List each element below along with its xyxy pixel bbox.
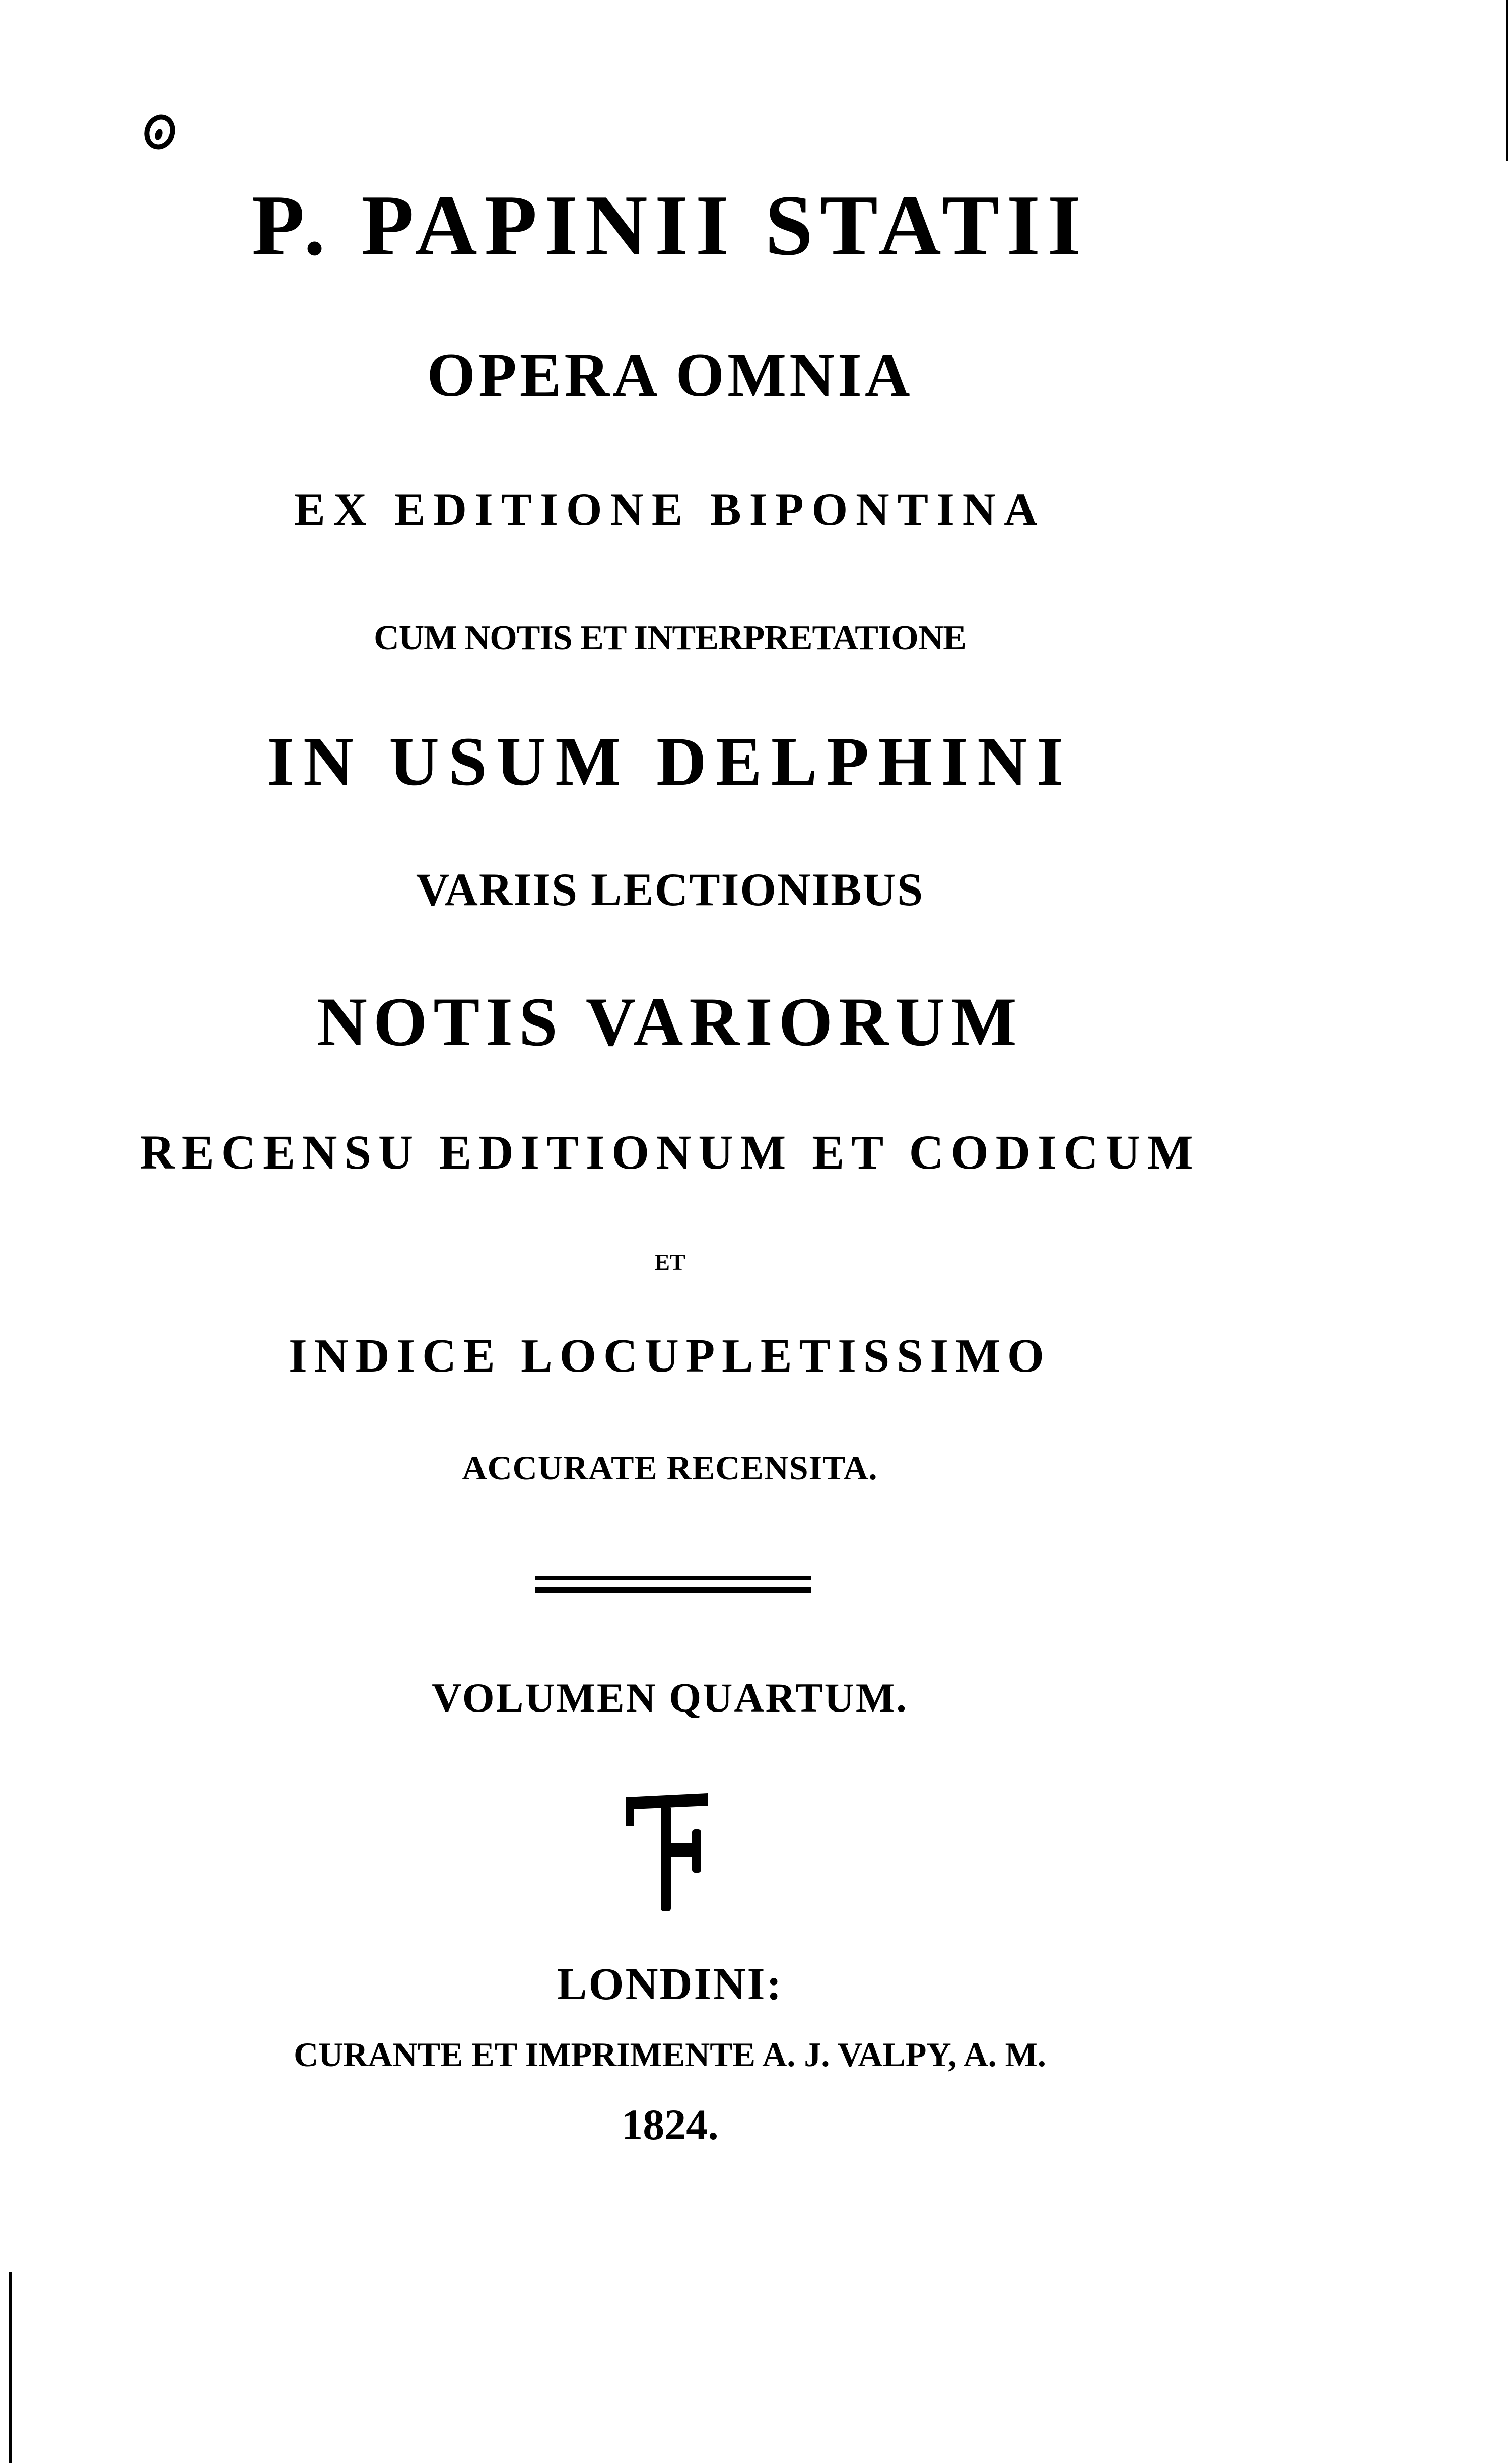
year-line: 1824. — [621, 2100, 719, 2149]
index-line: INDICE LOCUPLETISSIMO — [289, 1330, 1051, 1382]
recension-line: RECENSU EDITIONUM ET CODICUM — [140, 1125, 1200, 1179]
scan-edge-right — [1506, 0, 1508, 161]
double-rule-bottom — [535, 1587, 811, 1593]
volume-line: VOLUMEN QUARTUM. — [432, 1675, 908, 1721]
variorum-line: NOTIS VARIORUM — [317, 983, 1023, 1060]
notes-line: CUM NOTIS ET INTERPRETATIONE — [374, 619, 966, 657]
printer-line: CURANTE ET IMPRIMENTE A. J. VALPY, A. M. — [294, 2035, 1046, 2074]
printer-mark-logo — [574, 1773, 735, 1924]
author-heading: P. PAPINII STATII — [251, 178, 1088, 273]
library-stamp-circle-icon — [142, 113, 177, 151]
place-line: LONDINI: — [557, 1959, 783, 2009]
readings-line: VARIIS LECTIONIBUS — [416, 864, 924, 915]
accurate-line: ACCURATE RECENSITA. — [462, 1449, 878, 1487]
double-rule-top — [535, 1576, 811, 1580]
conjunction-line: ET — [654, 1249, 685, 1275]
scan-edge-left — [9, 2272, 12, 2463]
work-title: OPERA OMNIA — [427, 340, 913, 409]
usage-line: IN USUM DELPHINI — [267, 723, 1073, 800]
edition-line: EX EDITIONE BIPONTINA — [294, 484, 1046, 535]
